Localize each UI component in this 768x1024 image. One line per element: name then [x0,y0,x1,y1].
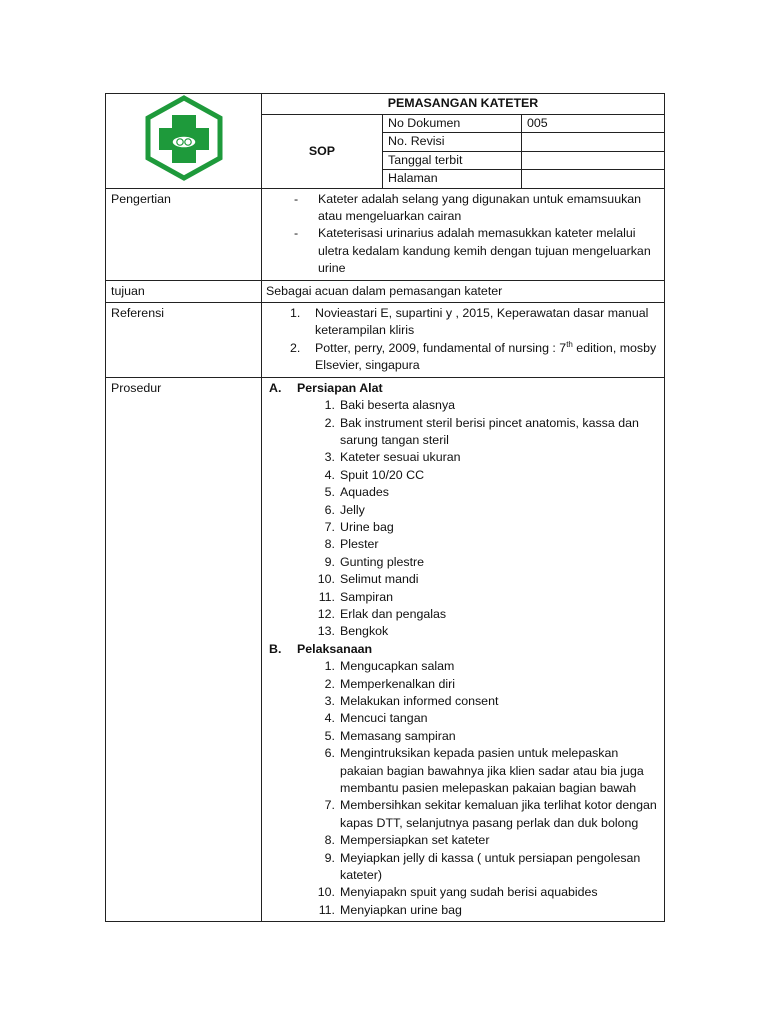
list-item [313,502,660,519]
list-number: 11. [318,589,335,604]
tujuan-text: Sebagai acuan dalam pemasangan kateter [262,280,665,302]
list-number: 2. [324,415,335,430]
list-text: Gunting plestre [340,554,425,569]
meta-value-halaman [522,170,665,188]
list-item [313,902,660,919]
meta-label-halaman: Halaman [383,170,522,188]
pelaksanaan-list [266,658,660,919]
list-text: Menyiapakn spuit yang sudah berisi aquabides [340,885,598,900]
list-text: Mempersiapkan set kateter [340,833,490,848]
list-number: 5. [324,728,335,743]
list-text: Aquades [340,485,389,500]
list-item [313,728,660,745]
list-text: Novieastari E, supartini y , 2015, Keperawatan dasar manual keterampilan kliris [315,306,649,338]
list-text: Mencuci tangan [340,711,428,726]
list-item [313,536,660,553]
list-number: 4. [324,467,335,482]
prosedur-label: Prosedur [106,377,262,922]
list-item [313,710,660,727]
list-item [313,415,660,450]
list-number: 9. [324,850,335,865]
list-item [313,658,660,675]
sop-table [105,93,665,922]
referensi-content [262,303,665,378]
list-number: 8. [324,537,335,552]
list-text: Memasang sampiran [340,728,456,743]
list-text: Plester [340,537,379,552]
list-text: Spuit 10/20 CC [340,467,425,482]
referensi-list [266,305,660,375]
list-item [313,832,660,849]
list-number: 11. [318,902,335,917]
list-item [313,397,660,414]
persiapan-list [266,397,660,641]
list-item: - Kateterisasi urinarius adalah memasukkan kateter melalui uletra kedalam kandung kemih dengan tujuan mengeluarkan urine [294,225,660,277]
section-marker: A. [269,380,282,395]
list-number: 10. [317,572,335,587]
pengertian-list [266,191,660,278]
list-item [313,467,660,484]
meta-label-no-revisi: No. Revisi [383,133,522,151]
meta-value-tanggal-terbit [522,151,665,169]
sop-label: SOP [262,115,383,189]
meta-label-no-dokumen: No Dokumen [383,115,522,133]
list-number: 6. [324,502,335,517]
list-item [313,884,660,901]
list-item [313,797,660,832]
prosedur-content [262,377,665,922]
list-number: 3. [324,694,335,708]
pengertian-content [262,188,665,280]
list-number: 4. [324,711,335,726]
list-text: Bengkok [340,624,389,639]
list-number: 2. [324,676,335,691]
list-text: edition, mosby Elsevier, singapura [315,340,657,373]
list-number: 9. [324,554,335,569]
pengertian-label: Pengertian [106,188,262,280]
list-item [290,305,660,340]
list-item [313,519,660,536]
list-text: Mengintruksikan kepada pasien untuk melepaskan pakaian bagian bawahnya jika klien sadar atau bia juga membantu pasien melepaskan pakaian bagian bawah [340,746,644,796]
list-number: 3. [324,450,335,465]
list-text: Melakukan informed consent [340,694,499,708]
list-item [313,745,660,797]
list-item [313,484,660,501]
list-number: 7. [324,798,335,813]
meta-label-tanggal-terbit: Tanggal terbit [383,151,522,169]
section-title: Pelaksanaan [297,641,373,656]
list-text: Sampiran [340,589,394,604]
superscript: th [566,339,573,349]
list-number: 8. [324,833,335,848]
list-item [313,589,660,606]
section-marker: B. [269,641,282,656]
section-heading-pelaksanaan [269,641,660,658]
list-text: Jelly [340,502,365,517]
sop-document [105,93,665,922]
list-item [313,449,660,466]
puskesmas-logo-icon [141,95,227,181]
tujuan-label: tujuan [106,280,262,302]
list-text: Meyiapkan jelly di kassa ( untuk persiapan pengolesan kateter) [340,850,641,883]
list-text: Mengucapkan salam [340,659,455,674]
list-number: 13. [317,624,335,639]
list-number: 10. [317,885,335,900]
list-item [313,571,660,588]
list-number: 5. [324,485,335,500]
list-text: Baki beserta alasnya [340,398,456,413]
meta-value-no-revisi [522,133,665,151]
list-item [290,340,660,375]
list-item [313,693,660,710]
list-number: 12. [317,606,335,621]
list-text: Selimut mandi [340,572,419,587]
document-title: PEMASANGAN KATETER [262,94,665,115]
list-text: Kateter sesuai ukuran [340,450,461,465]
list-item: - Kateter adalah selang yang digunakan untuk emamsuukan atau mengeluarkan cairan [294,191,660,226]
list-number: 1. [290,306,301,321]
list-text: Urine bag [340,519,394,534]
section-title: Persiapan Alat [297,380,383,395]
list-text: Menyiapkan urine bag [340,902,462,917]
list-text: Erlak dan pengalas [340,606,447,621]
list-item [313,606,660,623]
list-number: 6. [324,746,335,761]
list-item [313,554,660,571]
list-number: 2. [290,340,301,355]
list-number: 7. [324,519,335,534]
list-item [313,850,660,885]
list-item [313,676,660,693]
list-text: Potter, perry, 2009, fundamental of nursing : 7 [315,340,567,355]
list-text: Membersihkan sekitar kemaluan jika terlihat kotor dengan kapas DTT, selanjutnya pasang perlak dan duk bolong [340,798,657,830]
list-number: 1. [324,398,335,413]
section-heading-persiapan [269,380,660,397]
list-number: 1. [324,659,335,674]
meta-value-no-dokumen: 005 [522,115,665,133]
list-text: Bak instrument steril berisi pincet anatomis, kassa dan sarung tangan steril [340,415,639,447]
list-item [313,623,660,640]
logo-cell [106,94,262,189]
referensi-label: Referensi [106,303,262,378]
list-text: Memperkenalkan diri [340,676,456,691]
